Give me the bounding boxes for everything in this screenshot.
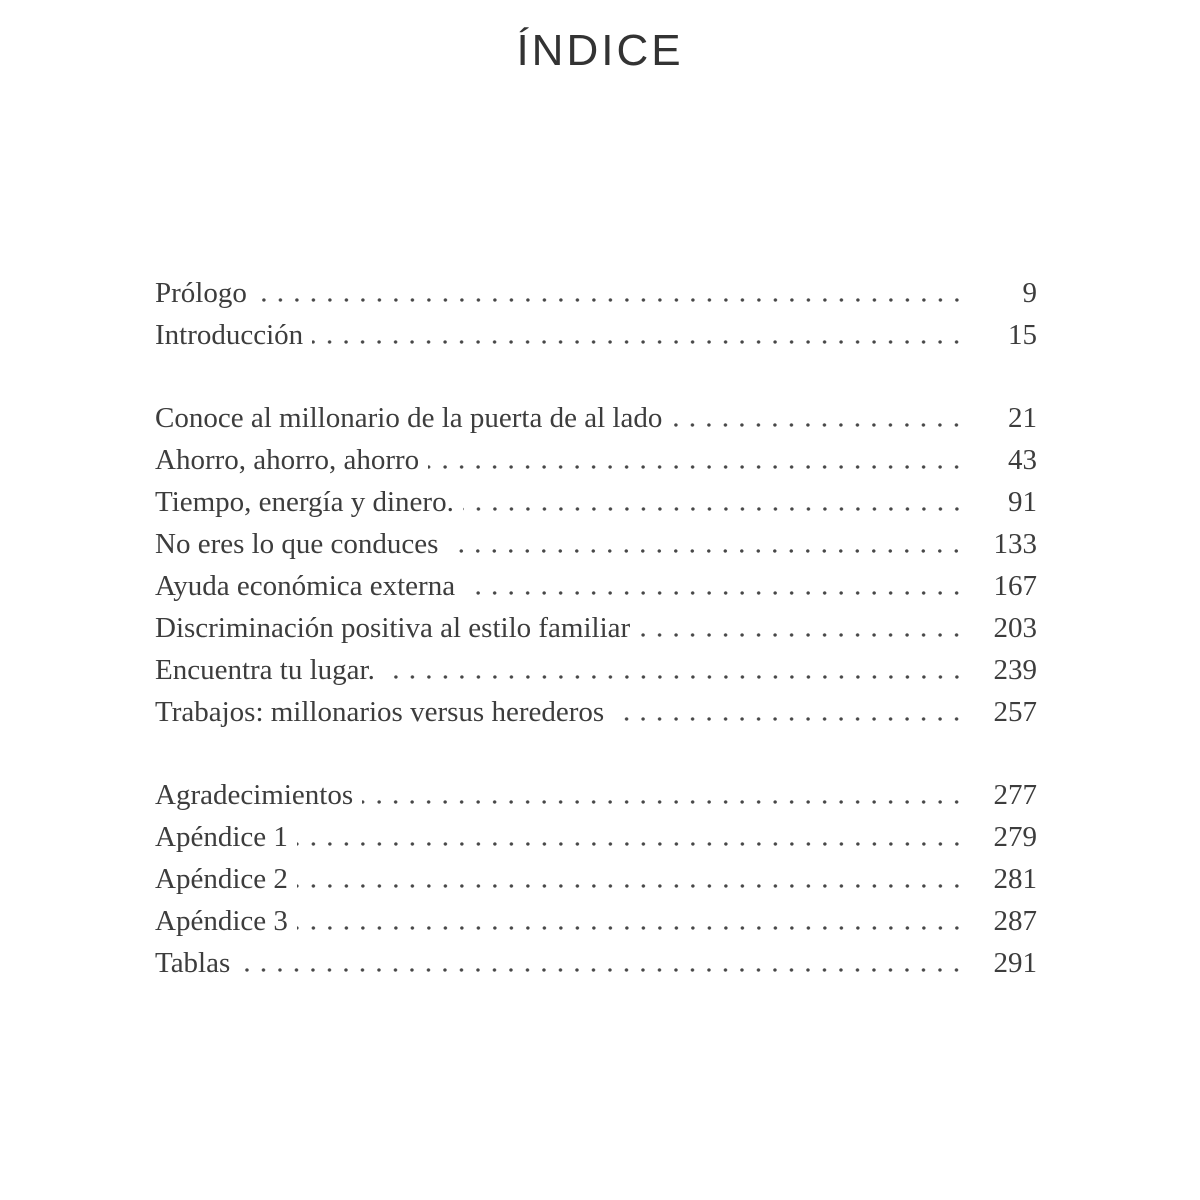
table-of-contents	[155, 272, 1037, 984]
dot-leader	[671, 423, 965, 427]
dot-leader	[312, 340, 965, 344]
dot-leader	[297, 926, 965, 930]
toc-entry-page: 15	[1008, 319, 1037, 351]
page-title: ÍNDICE	[516, 26, 684, 75]
toc-entry	[155, 523, 1037, 565]
toc-entry	[155, 691, 1037, 733]
toc-entry-label: Ayuda económica externa	[155, 570, 456, 602]
dot-leader	[239, 968, 965, 972]
toc-entry-page: 203	[993, 612, 1037, 644]
toc-entry-page: 257	[993, 696, 1037, 728]
dot-leader	[256, 298, 965, 302]
dot-leader	[447, 549, 965, 553]
toc-entry-page: 133	[993, 528, 1037, 560]
toc-entry-label: Agradecimientos	[155, 779, 354, 811]
toc-entry-label: Apéndice 2	[155, 863, 288, 895]
toc-entry-label: Apéndice 1	[155, 821, 288, 853]
toc-entry-page: 279	[993, 821, 1037, 853]
dot-leader	[463, 507, 965, 511]
toc-entry	[155, 607, 1037, 649]
toc-entry	[155, 397, 1037, 439]
toc-entry	[155, 942, 1037, 984]
toc-group-front-matter	[155, 272, 1037, 356]
dot-leader	[428, 465, 965, 469]
toc-entry	[155, 439, 1037, 481]
toc-entry-label: Introducción	[155, 319, 304, 351]
toc-entry	[155, 481, 1037, 523]
dot-leader	[297, 842, 965, 846]
toc-entry-page: 281	[993, 863, 1037, 895]
toc-entry-page: 21	[1008, 402, 1037, 434]
toc-entry	[155, 314, 1037, 356]
toc-entry	[155, 272, 1037, 314]
toc-entry-page: 9	[1022, 277, 1037, 309]
dot-leader	[639, 633, 965, 637]
toc-entry-page: 287	[993, 905, 1037, 937]
toc-entry-label: Conoce al millonario de la puerta de al lado	[155, 402, 663, 434]
toc-entry-label: Tablas	[155, 947, 231, 979]
toc-entry	[155, 858, 1037, 900]
toc-entry-label: No eres lo que conduces	[155, 528, 439, 560]
dot-leader	[613, 717, 965, 721]
toc-entry	[155, 774, 1037, 816]
toc-group-back-matter	[155, 774, 1037, 984]
toc-entry	[155, 649, 1037, 691]
dot-leader	[297, 884, 965, 888]
toc-entry-page: 91	[1008, 486, 1037, 518]
toc-entry-label: Ahorro, ahorro, ahorro	[155, 444, 420, 476]
toc-group-chapters	[155, 397, 1037, 733]
toc-entry-page: 291	[993, 947, 1037, 979]
toc-entry-label: Trabajos: millonarios versus herederos	[155, 696, 605, 728]
dot-leader	[362, 800, 965, 804]
toc-entry-label: Apéndice 3	[155, 905, 288, 937]
toc-entry-label: Tiempo, energía y dinero.	[155, 486, 454, 518]
dot-leader	[464, 591, 965, 595]
toc-entry	[155, 816, 1037, 858]
toc-entry-page: 239	[993, 654, 1037, 686]
toc-entry-label: Discriminación positiva al estilo familiar	[155, 612, 631, 644]
toc-entry	[155, 565, 1037, 607]
toc-entry-page: 167	[993, 570, 1037, 602]
toc-entry-label: Encuentra tu lugar.	[155, 654, 375, 686]
toc-entry-label: Prólogo	[155, 277, 247, 309]
toc-entry	[155, 900, 1037, 942]
dot-leader	[384, 675, 965, 679]
toc-entry-page: 43	[1008, 444, 1037, 476]
toc-entry-page: 277	[993, 779, 1037, 811]
